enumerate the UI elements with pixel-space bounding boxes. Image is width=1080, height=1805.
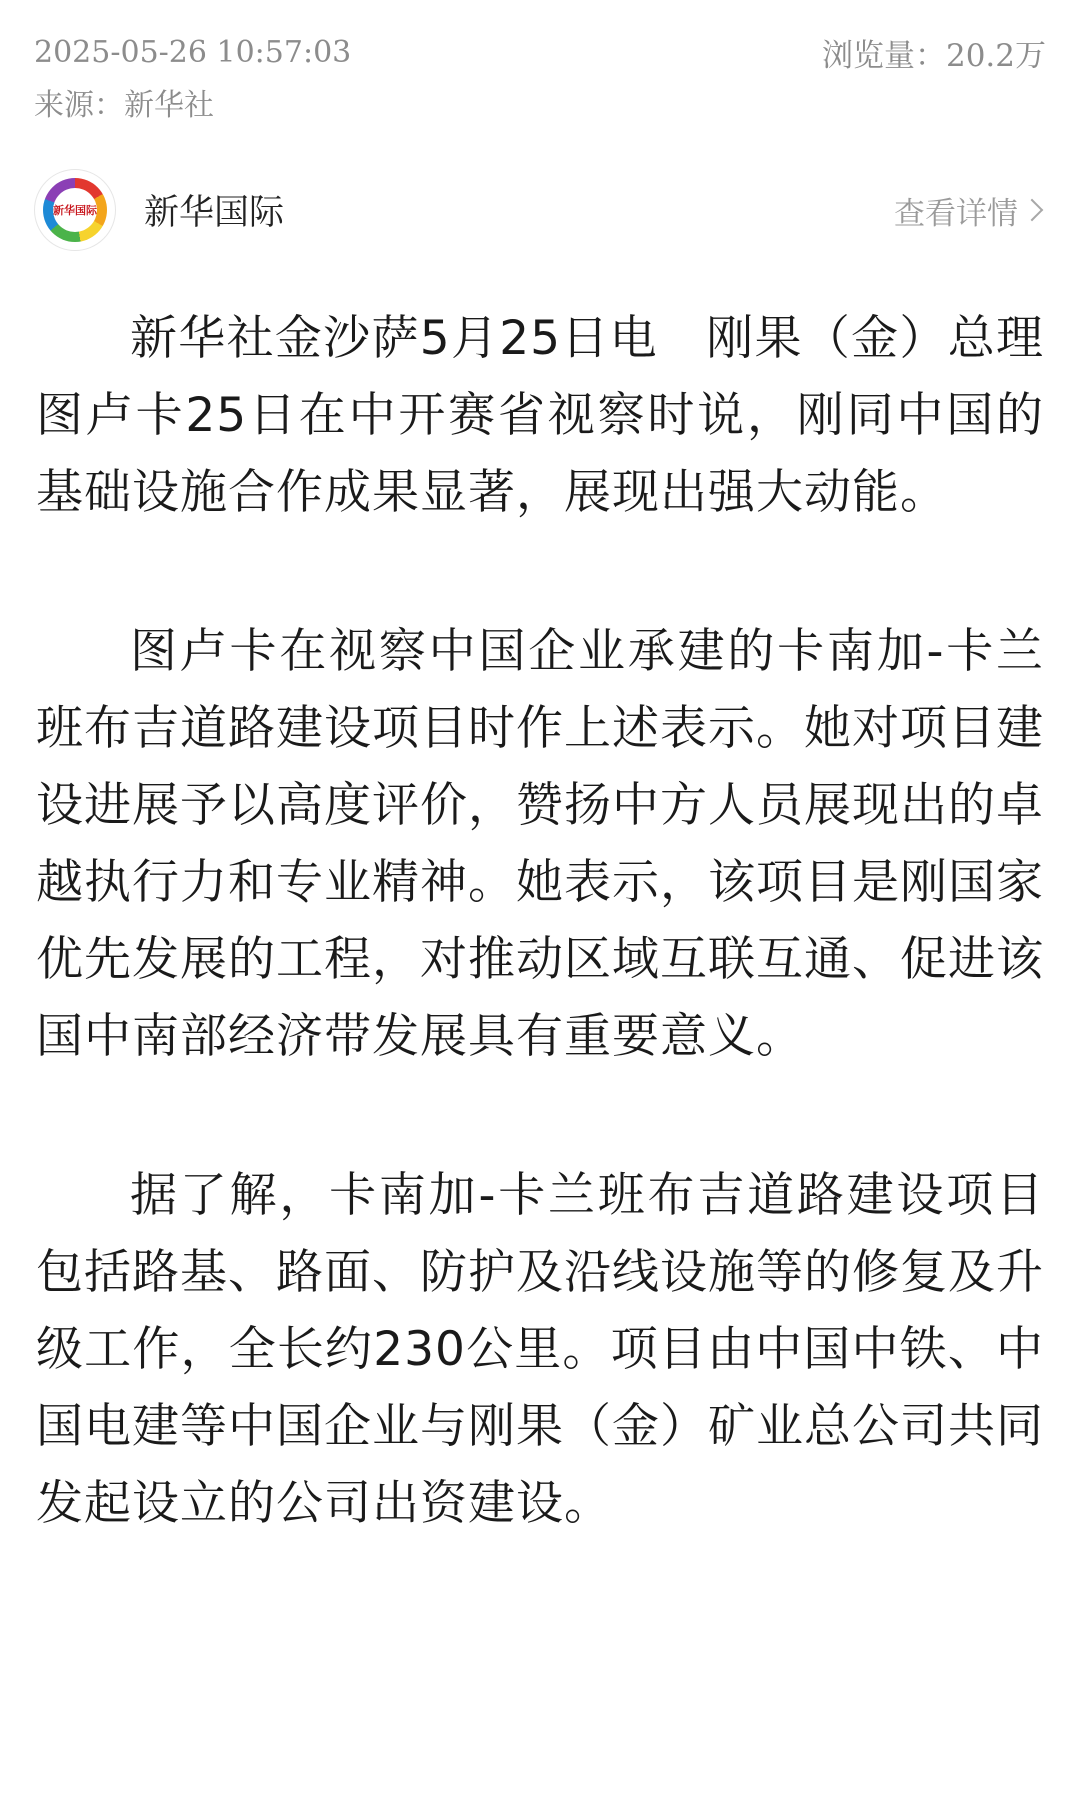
view-details-label: 查看详情 bbox=[894, 195, 1018, 232]
publisher-card[interactable] bbox=[34, 168, 1046, 252]
meta-row-source bbox=[34, 82, 1046, 122]
logo-text: 新华国际 bbox=[53, 188, 97, 232]
view-count-value: 20.2万 bbox=[945, 37, 1046, 74]
publisher-name[interactable]: 新华国际 bbox=[144, 193, 285, 233]
view-count bbox=[822, 30, 1046, 75]
logo-ring-icon bbox=[43, 178, 107, 242]
chevron-right-icon bbox=[1021, 199, 1044, 222]
view-count-label: 浏览量： bbox=[821, 37, 946, 74]
publish-datetime: 2025-05-26 10:57:03 bbox=[34, 34, 352, 70]
meta-row-top bbox=[34, 32, 1046, 72]
source bbox=[34, 80, 214, 124]
view-details-link[interactable] bbox=[894, 188, 1046, 233]
article-paragraph: 图卢卡在视察中国企业承建的卡南加-卡兰班布吉道路建设项目时作上述表示。她对项目建设进展予以高度评价，赞扬中方人员展现出的卓越执行力和专业精神。她表示，该项目是刚国家优先发展的工程，对推动区域互联互通、促进该国中南部经济带发展具有重要意义。 bbox=[36, 624, 1044, 1064]
source-label: 来源： bbox=[34, 88, 124, 123]
article-paragraph: 新华社金沙萨5月25日电 刚果（金）总理图卢卡25日在中开赛省视察时说，刚同中国的基础设施合作成果显著，展现出强大动能。 bbox=[36, 311, 1044, 520]
publisher-logo[interactable] bbox=[34, 169, 116, 251]
article-body bbox=[36, 300, 1044, 1624]
source-value: 新华社 bbox=[124, 88, 214, 123]
article-paragraph: 据了解，卡南加-卡兰班布吉道路建设项目包括路基、路面、防护及沿线设施等的修复及升级工作，全长约230公里。项目由中国中铁、中国电建等中国企业与刚果（金）矿业总公司共同发起设立的公司出资建设。 bbox=[36, 1168, 1044, 1531]
